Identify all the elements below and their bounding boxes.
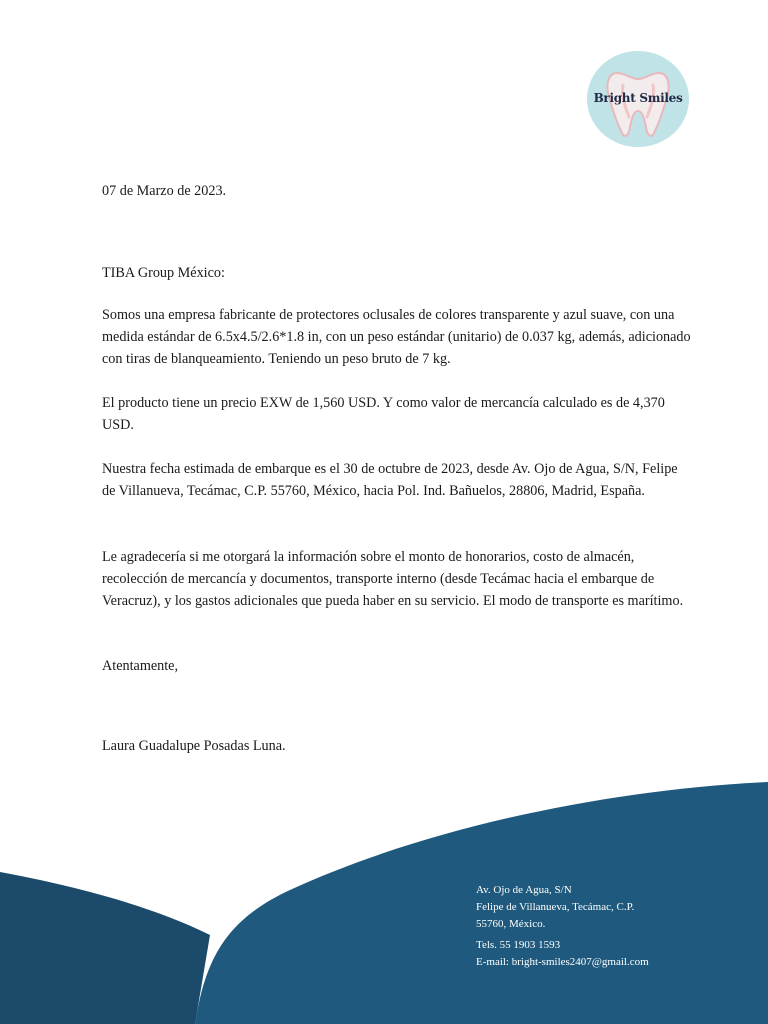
logo-text: Bright Smiles bbox=[593, 91, 683, 105]
letter-recipient: TIBA Group México: bbox=[102, 265, 225, 281]
footer-phone: Tels. 55 1903 1593 bbox=[476, 939, 561, 951]
footer-email[interactable]: E-mail: bright-smiles2407@gmail.com bbox=[476, 956, 649, 968]
letter-closing: Atentamente, bbox=[102, 658, 179, 674]
paragraph-price: El producto tiene un precio EXW de 1,560 USD. Y como valor de mercancía calculado es de 4,370 USD. bbox=[102, 395, 665, 433]
footer-address-line3: 55760, México. bbox=[476, 918, 546, 930]
footer-contact bbox=[476, 882, 706, 971]
letter-signature: Laura Guadalupe Posadas Luna. bbox=[102, 738, 286, 754]
paragraph-shipping: Nuestra fecha estimada de embarque es el 30 de octubre de 2023, desde Av. Ojo de Agua, S/N, Felipe de Villanueva, Tecámac, C.P. 55760, México, hacia Pol. Ind. Bañuelos, 28806, Madrid, España. bbox=[102, 461, 678, 499]
bright-smiles-logo bbox=[587, 51, 689, 147]
letter-date: 07 de Marzo de 2023. bbox=[102, 183, 227, 199]
wave-back bbox=[0, 872, 210, 1024]
paragraph-request: Le agradecería si me otorgará la información sobre el monto de honorarios, costo de almacén, recolección de mercancía y documentos, transporte interno (desde Tecámac hacia el embarque de Veracruz), y los gastos adicionales que pueda haber en su servicio. El modo de transporte es marítimo. bbox=[102, 549, 684, 609]
paragraph-product: Somos una empresa fabricante de protectores oclusales de colores transparente y azul suave, con una medida estándar de 6.5x4.5/2.6*1.8 in, con un peso estándar (unitario) de 0.037 kg, además, adicionado con tiras de blanqueamiento. Teniendo un peso bruto de 7 kg. bbox=[102, 307, 691, 367]
footer-address-line1: Av. Ojo de Agua, S/N bbox=[476, 884, 572, 896]
footer-address-line2: Felipe de Villanueva, Tecámac, C.P. bbox=[476, 901, 635, 913]
